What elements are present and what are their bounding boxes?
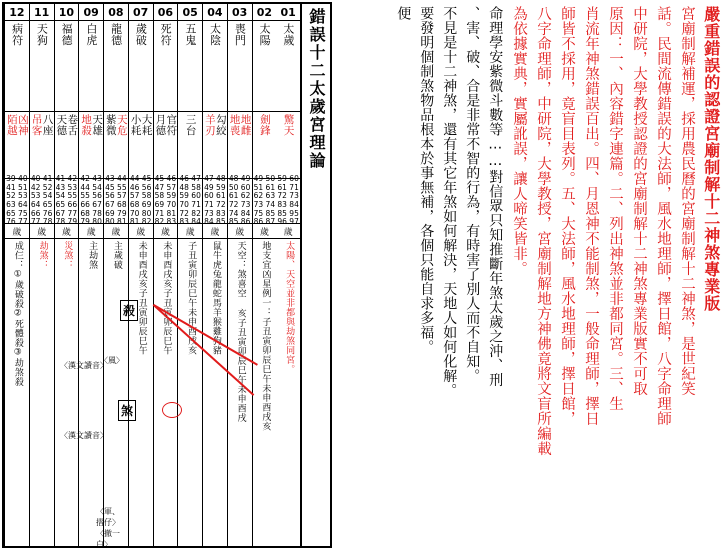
column-sui: 歲 bbox=[30, 224, 54, 239]
column-number: 10 bbox=[55, 4, 79, 21]
essay-line-red-7: 八字命理師，中研院，大學教授，宮廟制解地方神佛竟將文盲所編載 bbox=[534, 6, 551, 456]
red-circle-mark bbox=[162, 402, 182, 418]
essay-panel bbox=[336, 2, 726, 548]
column-star: 吊客 八座 bbox=[30, 112, 54, 179]
column-name: 太陰 bbox=[203, 21, 227, 112]
table-column bbox=[153, 4, 178, 546]
table-column bbox=[128, 4, 153, 546]
column-number: 08 bbox=[104, 4, 128, 21]
column-star: 三台 bbox=[178, 112, 202, 179]
column-body: 災煞： bbox=[62, 241, 73, 270]
essay-line-red-3: 中研院，大學教授認證的宮廟制解十二神煞專業版實不可取 bbox=[630, 6, 647, 396]
column-years: 41 42 43 53 54 55 65 66 67 77 78 79 bbox=[55, 174, 78, 227]
table-column bbox=[54, 4, 79, 546]
column-years: 46 47 48 58 59 60 70 71 72 82 83 84 bbox=[179, 174, 201, 227]
essay-line-black-1: 命理學安紫微斗數等……對信眾只知推斷年煞太歲之沖、刑 bbox=[487, 6, 504, 387]
column-number: 02 bbox=[253, 4, 277, 21]
column-years: 39 40 41 51 52 53 63 64 65 75 76 77 bbox=[6, 174, 28, 227]
essay-line-red-4: 原因：一、內容錯字連篇。二、列出神煞並非都同宮。三、生 bbox=[606, 6, 623, 411]
column-sui: 歲 bbox=[178, 224, 202, 239]
column-years: 49 50 51 61 62 63 73 74 75 85 86 87 bbox=[253, 174, 276, 227]
column-years: 45 46 47 57 58 59 69 70 71 81 82 83 bbox=[154, 174, 177, 227]
column-sui: 歲 bbox=[203, 224, 227, 239]
column-star: 陌越 凶神 bbox=[5, 112, 29, 179]
column-name: 太歲 bbox=[276, 21, 300, 112]
essay-line-red-6: 師皆不採用，竟盲目表列。五、大法師，風水地理師，擇日館， bbox=[558, 6, 575, 426]
column-years: 59 60 61 71 72 73 83 84 85 95 96 97 bbox=[277, 174, 299, 227]
column-star: 羊刃 勾絞 bbox=[203, 112, 227, 179]
table-column bbox=[276, 4, 300, 546]
column-number: 01 bbox=[276, 4, 300, 21]
column-sui: 歲 bbox=[79, 224, 103, 239]
column-name: 病符 bbox=[5, 21, 29, 112]
column-name: 死符 bbox=[154, 21, 178, 112]
column-number: 05 bbox=[178, 4, 202, 21]
column-years: 47 48 49 59 60 61 71 72 73 83 84 85 bbox=[204, 174, 226, 227]
table-title: 錯誤十二太歲宮理論 bbox=[306, 8, 326, 170]
column-star-alt: 大耗 bbox=[140, 114, 153, 136]
column-body: 主歲破 bbox=[111, 241, 122, 270]
column-body: 成仨：①歲破殺②死體殺③劫煞殺 bbox=[12, 241, 23, 387]
note-small-2: 〈撤一白〉 bbox=[96, 529, 120, 549]
column-star: 月德 官符 bbox=[154, 112, 178, 179]
column-body: 主劫煞 bbox=[87, 241, 98, 270]
column-body: 天空：煞喜空 亥子丑寅卯辰巳午未申酉戌 bbox=[235, 241, 246, 423]
column-name: 五鬼 bbox=[178, 21, 202, 112]
column-name: 歲破 bbox=[129, 21, 153, 112]
essay-line-black-5: 便 bbox=[395, 6, 412, 21]
column-number: 09 bbox=[79, 4, 103, 21]
column-star: 地殺 天雄 bbox=[79, 112, 103, 179]
column-star-alt: 八座 bbox=[41, 114, 54, 136]
column-star: 紫微 天危 bbox=[104, 112, 128, 179]
column-sui: 歲 bbox=[104, 224, 128, 239]
column-star-alt: 官符 bbox=[165, 114, 178, 136]
table-columns bbox=[4, 4, 300, 546]
column-star-alt: 勾絞 bbox=[214, 114, 227, 136]
note-han-reading-2: 〈漢文讀音〉 bbox=[60, 431, 108, 440]
table-column bbox=[103, 4, 128, 546]
column-years: 43 44 45 55 56 57 67 68 69 79 80 81 bbox=[105, 174, 127, 227]
essay-heading: 嚴重錯誤的認證宮廟制解十二神煞專業版 bbox=[701, 6, 721, 312]
column-star: 天德 卷舌 bbox=[55, 112, 79, 179]
column-number: 06 bbox=[154, 4, 178, 21]
table-column bbox=[227, 4, 252, 546]
note-han-reading-1: 〈漢文讀音〉 bbox=[60, 361, 108, 370]
column-years: 40 41 42 52 53 54 64 65 66 76 77 78 bbox=[30, 174, 53, 227]
column-sui: 歲 bbox=[228, 224, 252, 239]
column-years: 48 49 50 60 61 62 72 73 74 84 85 86 bbox=[228, 174, 251, 227]
column-body: 未申酉戌亥子丑寅卯辰巳午 bbox=[136, 241, 147, 355]
table-column bbox=[177, 4, 202, 546]
essay-line-red-8: 為依據實典，實屬訛誤，讓人啼笑皆非。 bbox=[510, 6, 527, 276]
column-sui: 歲 bbox=[276, 224, 300, 239]
column-sui: 歲 bbox=[55, 224, 79, 239]
column-name: 福德 bbox=[55, 21, 79, 112]
column-star-alt: 凶神 bbox=[16, 114, 29, 136]
sha-badge-lower: 煞 bbox=[118, 400, 136, 421]
column-body: 地支宜凶星例一：子丑寅卯辰巳午未申酉戌亥 bbox=[260, 241, 271, 431]
column-name: 天狗 bbox=[30, 21, 54, 112]
column-body: 未申酉戌亥子丑寅卯辰巳午 bbox=[161, 241, 172, 355]
table-column bbox=[29, 4, 54, 546]
column-star: 小耗 大耗 bbox=[129, 112, 153, 179]
sha-badge-upper: 殺 bbox=[120, 300, 138, 321]
column-number: 03 bbox=[228, 4, 252, 21]
column-number: 11 bbox=[30, 4, 54, 21]
column-sui: 歲 bbox=[129, 224, 153, 239]
column-sui: 歲 bbox=[253, 224, 277, 239]
column-body: 太陽、天空並非都與劫煞同宮。 bbox=[284, 241, 295, 374]
column-years: 44 45 46 56 57 58 68 69 70 80 81 82 bbox=[129, 174, 152, 227]
essay-line-red-5: 肖流年神煞錯誤百出。四、月恩神不能制煞，一般命理師，擇日 bbox=[582, 6, 599, 426]
table-column bbox=[202, 4, 227, 546]
table-title-column bbox=[300, 4, 330, 546]
essay-line-black-3: 不見是十二神煞，還有其它年煞如何解決，天地人如何化解。 bbox=[441, 6, 458, 398]
column-name: 龍德 bbox=[104, 21, 128, 112]
note-small-1: 〈軍、摺仔〉 bbox=[96, 507, 120, 527]
column-star-alt: 天雄 bbox=[91, 114, 103, 136]
table-column bbox=[4, 4, 29, 546]
column-star: 地喪 地雌 bbox=[228, 112, 252, 179]
column-body: 劫煞： bbox=[37, 241, 48, 270]
twelve-taisui-table bbox=[2, 2, 332, 548]
column-number: 12 bbox=[5, 4, 29, 21]
essay-line-red-2: 話。民間流傳錯誤的大法師，風水地理師，擇日館，八字命理師 bbox=[654, 6, 671, 426]
table-column bbox=[252, 4, 277, 546]
essay-line-black-4: 要發明個制煞物品根本於事無補，各個只能自求多福。 bbox=[418, 6, 435, 354]
column-number: 07 bbox=[129, 4, 153, 21]
column-name: 太陽 bbox=[253, 21, 277, 112]
column-sui: 歲 bbox=[154, 224, 178, 239]
column-star-alt: 天危 bbox=[115, 114, 128, 136]
column-body: 鼠牛虎兔龍蛇馬羊猴雞狗豬 bbox=[210, 241, 221, 355]
column-star-alt: 卷舌 bbox=[66, 114, 79, 136]
essay-line-black-2: 、害、破、合是非常不智的行為，有時害了別人而不自知。 bbox=[464, 6, 481, 383]
column-body: 子丑寅卯辰巳午未申酉戌亥 bbox=[186, 241, 197, 355]
note-feng: 〈風〉 bbox=[100, 356, 124, 365]
column-name: 喪門 bbox=[228, 21, 252, 112]
column-star: 劍鋒 bbox=[253, 112, 277, 179]
table-column bbox=[78, 4, 103, 546]
column-name: 白虎 bbox=[79, 21, 103, 112]
column-sui: 歲 bbox=[5, 224, 29, 239]
column-star-alt: 地雌 bbox=[239, 114, 252, 136]
column-years: 42 43 44 54 55 56 66 67 68 78 79 80 bbox=[80, 174, 102, 227]
essay-line-red-1: 宮廟制解補運，採用農民曆的宮廟制解十二神煞，是世紀笑 bbox=[678, 6, 695, 396]
column-star: 驚天 bbox=[276, 112, 300, 179]
column-number: 04 bbox=[203, 4, 227, 21]
